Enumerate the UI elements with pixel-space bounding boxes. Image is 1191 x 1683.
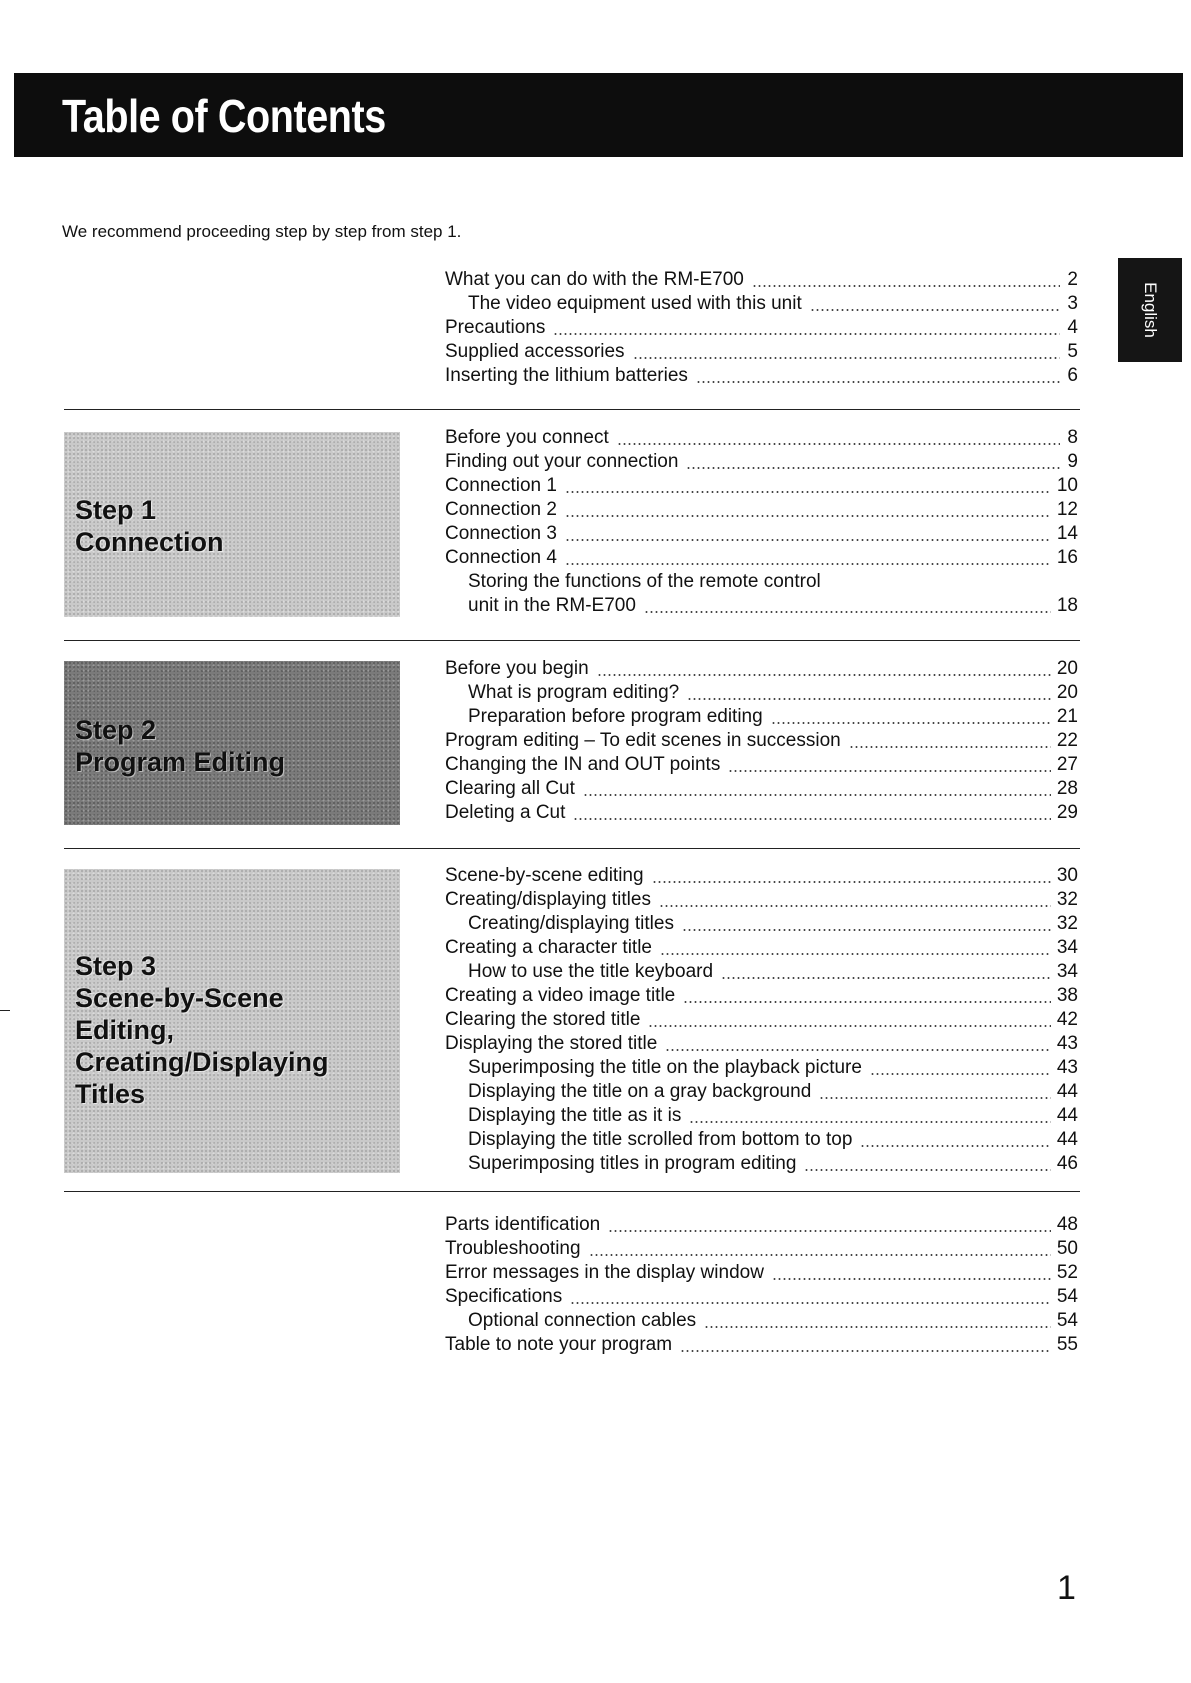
step-1-label [75,494,224,558]
toc-entry-title: Program editing – To edit scenes in succession [445,730,841,751]
section-divider [64,409,1080,410]
toc-entry-page: 21 [1056,706,1078,727]
toc-entry-page: 12 [1056,499,1078,520]
toc-entry [445,1032,1078,1056]
toc-entry-page: 6 [1067,365,1078,386]
dot-leader [565,538,1051,542]
section-divider [64,848,1080,849]
toc-entry [445,1333,1078,1357]
toc-entry-title: Clearing the stored title [445,1009,641,1030]
dot-leader [728,769,1051,773]
step-2-label-line: Program Editing [75,747,286,777]
step-3-label-line: Editing, [75,1015,174,1045]
toc-entry [445,1285,1078,1309]
toc-entry-page: 20 [1056,682,1078,703]
section-divider [64,1191,1080,1192]
toc-entry-page: 20 [1056,658,1078,679]
toc-entry-title: Inserting the lithium batteries [445,365,688,386]
toc-entry [445,474,1078,498]
toc-entry-page: 2 [1067,269,1078,290]
toc-entry [445,340,1078,364]
toc-entry [445,1056,1078,1080]
toc-entry-page: 9 [1067,451,1078,472]
toc-entry-title: Precautions [445,317,546,338]
toc-entry-title: Scene-by-scene editing [445,865,644,886]
toc-entry-title: Displaying the title as it is [468,1105,682,1126]
toc-entry-title: Clearing all Cut [445,778,575,799]
toc-entry [445,1008,1078,1032]
step-3-label [75,950,329,1110]
toc-entry-page: 29 [1056,802,1078,823]
toc-entry-page: 16 [1056,547,1078,568]
toc-entry [445,1104,1078,1128]
toc-entry-page: 27 [1056,754,1078,775]
dot-leader [648,1024,1050,1028]
dot-leader [565,514,1051,518]
dot-leader [687,697,1051,701]
dot-leader [597,673,1051,677]
dot-leader [565,490,1051,494]
toc-entry-page: 34 [1056,961,1078,982]
toc-entry-title: Troubleshooting [445,1238,581,1259]
toc-entry-title: Error messages in the display window [445,1262,764,1283]
toc-step-3 [445,864,1078,1176]
toc-entry [445,888,1078,912]
language-tab [1118,258,1182,362]
toc-entry [445,1237,1078,1261]
toc-entry-page: 42 [1056,1009,1078,1030]
toc-entry-title: Deleting a Cut [445,802,566,823]
toc-entry-title: Before you connect [445,427,609,448]
toc-entry-page: 55 [1056,1334,1078,1355]
dot-leader [589,1253,1051,1257]
toc-entry-title: Changing the IN and OUT points [445,754,721,775]
dot-leader [583,793,1051,797]
toc-entry-page: 32 [1056,913,1078,934]
toc-entry-page: 8 [1067,427,1078,448]
toc-entry-title: Creating a video image title [445,985,676,1006]
toc-entry [445,268,1078,292]
toc-entry-title: Connection 2 [445,499,557,520]
step-2-label-line: Step 2 [75,715,157,745]
toc-entry-page: 14 [1056,523,1078,544]
toc-entry [445,292,1078,316]
toc-entry [445,450,1078,474]
toc-entry-title: Connection 4 [445,547,557,568]
toc-entry-page: 28 [1056,778,1078,799]
step-1-box [64,432,400,617]
toc-entry-title: Creating/displaying titles [468,913,674,934]
dot-leader [553,332,1060,336]
dot-leader [665,1048,1051,1052]
step-1-label-line: Connection [75,527,224,557]
dot-leader [683,1000,1051,1004]
toc-entry [445,1213,1078,1237]
toc-entry-page: 44 [1056,1105,1078,1126]
dot-leader [660,952,1051,956]
toc-entry-page: 52 [1056,1262,1078,1283]
toc-entry [445,960,1078,984]
toc-entry-title: Before you begin [445,658,589,679]
toc-entry-page: 38 [1056,985,1078,1006]
toc-entry [445,984,1078,1008]
toc-entry-page: 10 [1056,475,1078,496]
toc-entry [445,936,1078,960]
toc-entry-page: 43 [1056,1057,1078,1078]
dot-leader [771,721,1051,725]
toc-entry-page: 30 [1056,865,1078,886]
toc-entry [445,498,1078,522]
toc-entry-title: Finding out your connection [445,451,679,472]
toc-entry [445,801,1078,825]
toc-entry-page: 4 [1067,317,1078,338]
toc-entry-page: 48 [1056,1214,1078,1235]
toc-entry-page: 18 [1056,595,1078,616]
dot-leader [772,1277,1051,1281]
toc-entry-page: 44 [1056,1129,1078,1150]
toc-entry-page: 34 [1056,937,1078,958]
dot-leader [680,1349,1051,1353]
dot-leader [644,610,1051,614]
toc-entry [445,1128,1078,1152]
page-number: 1 [1057,1569,1076,1607]
dot-leader [689,1120,1051,1124]
dot-leader [704,1325,1051,1329]
toc-entry-title: Superimposing titles in program editing [468,1153,797,1174]
step-2-label [75,714,285,778]
toc-entry [445,1309,1078,1333]
toc-entry-page: 3 [1067,293,1078,314]
dot-leader [617,442,1060,446]
toc-entry-title: What is program editing? [468,682,680,703]
toc-entry-title: Connection 3 [445,523,557,544]
toc-entry [445,316,1078,340]
step-3-label-line: Scene-by-Scene [75,983,284,1013]
toc-entry-page: 22 [1056,730,1078,751]
margin-mark [0,1010,10,1011]
dot-leader [849,745,1051,749]
dot-leader [659,904,1051,908]
step-3-box [64,869,400,1173]
section-divider [64,640,1080,641]
toc-entry-page: 54 [1056,1286,1078,1307]
toc-entry-title: Displaying the stored title [445,1033,658,1054]
language-tab-label: English [1141,282,1160,338]
step-3-label-line: Titles [75,1079,146,1109]
toc-entry-title: Connection 1 [445,475,557,496]
toc-entry-title: Specifications [445,1286,563,1307]
dot-leader [752,284,1060,288]
toc-entry-title: Displaying the title scrolled from bottom to top [468,1129,853,1150]
toc-entry [445,1152,1078,1176]
toc-entry-title: Storing the functions of the remote control [468,571,821,592]
dot-leader [633,356,1060,360]
toc-entry-title: Creating a character title [445,937,652,958]
intro-text: We recommend proceeding step by step from step 1. [62,222,462,241]
toc-entry [445,364,1078,388]
toc-entry [445,912,1078,936]
toc-entry [445,1261,1078,1285]
toc-step-2 [445,657,1078,825]
toc-entry-title: unit in the RM-E700 [468,595,636,616]
toc-entry-page: 50 [1056,1238,1078,1259]
toc-entry-page: 46 [1056,1153,1078,1174]
page-title: Table of Contents [62,90,386,142]
toc-entry-title: Optional connection cables [468,1310,697,1331]
toc-entry [445,681,1078,705]
title-banner [14,73,1183,157]
step-3-label-line: Step 3 [75,951,157,981]
dot-leader [819,1096,1051,1100]
toc-entry-page: 5 [1067,341,1078,362]
toc-entry [445,570,1078,594]
toc-entry-title: What you can do with the RM-E700 [445,269,744,290]
dot-leader [721,976,1051,980]
toc-entry [445,729,1078,753]
toc-entry-title: Supplied accessories [445,341,625,362]
dot-leader [810,308,1060,312]
toc-entry [445,753,1078,777]
dot-leader [860,1144,1050,1148]
toc-entry-page: 32 [1056,889,1078,910]
dot-leader [682,928,1051,932]
toc-intro-section [445,268,1078,388]
toc-entry-title: Displaying the title on a gray background [468,1081,812,1102]
dot-leader [570,1301,1051,1305]
toc-entry-title: The video equipment used with this unit [468,293,802,314]
toc-entry-title: Parts identification [445,1214,601,1235]
toc-entry [445,546,1078,570]
toc-entry [445,426,1078,450]
dot-leader [565,562,1051,566]
toc-entry [445,864,1078,888]
toc-entry-page: 43 [1056,1033,1078,1054]
toc-entry-title: Preparation before program editing [468,706,763,727]
toc-entry [445,522,1078,546]
toc-entry-title: Superimposing the title on the playback picture [468,1057,862,1078]
toc-entry-page: 44 [1056,1081,1078,1102]
toc-entry [445,657,1078,681]
toc-entry-title: Creating/displaying titles [445,889,651,910]
dot-leader [870,1072,1051,1076]
step-2-box [64,661,400,825]
toc-appendix-section [445,1213,1078,1357]
toc-step-1 [445,426,1078,618]
toc-entry-title: Table to note your program [445,1334,673,1355]
dot-leader [686,466,1060,470]
toc-entry [445,705,1078,729]
toc-entry-title: How to use the title keyboard [468,961,714,982]
dot-leader [696,380,1060,384]
dot-leader [652,880,1051,884]
dot-leader [804,1168,1050,1172]
toc-entry [445,777,1078,801]
toc-entry [445,1080,1078,1104]
step-3-label-line: Creating/Displaying [75,1047,329,1077]
dot-leader [608,1229,1051,1233]
toc-entry-page: 54 [1056,1310,1078,1331]
step-1-label-line: Step 1 [75,495,157,525]
toc-entry [445,594,1078,618]
dot-leader [573,817,1050,821]
